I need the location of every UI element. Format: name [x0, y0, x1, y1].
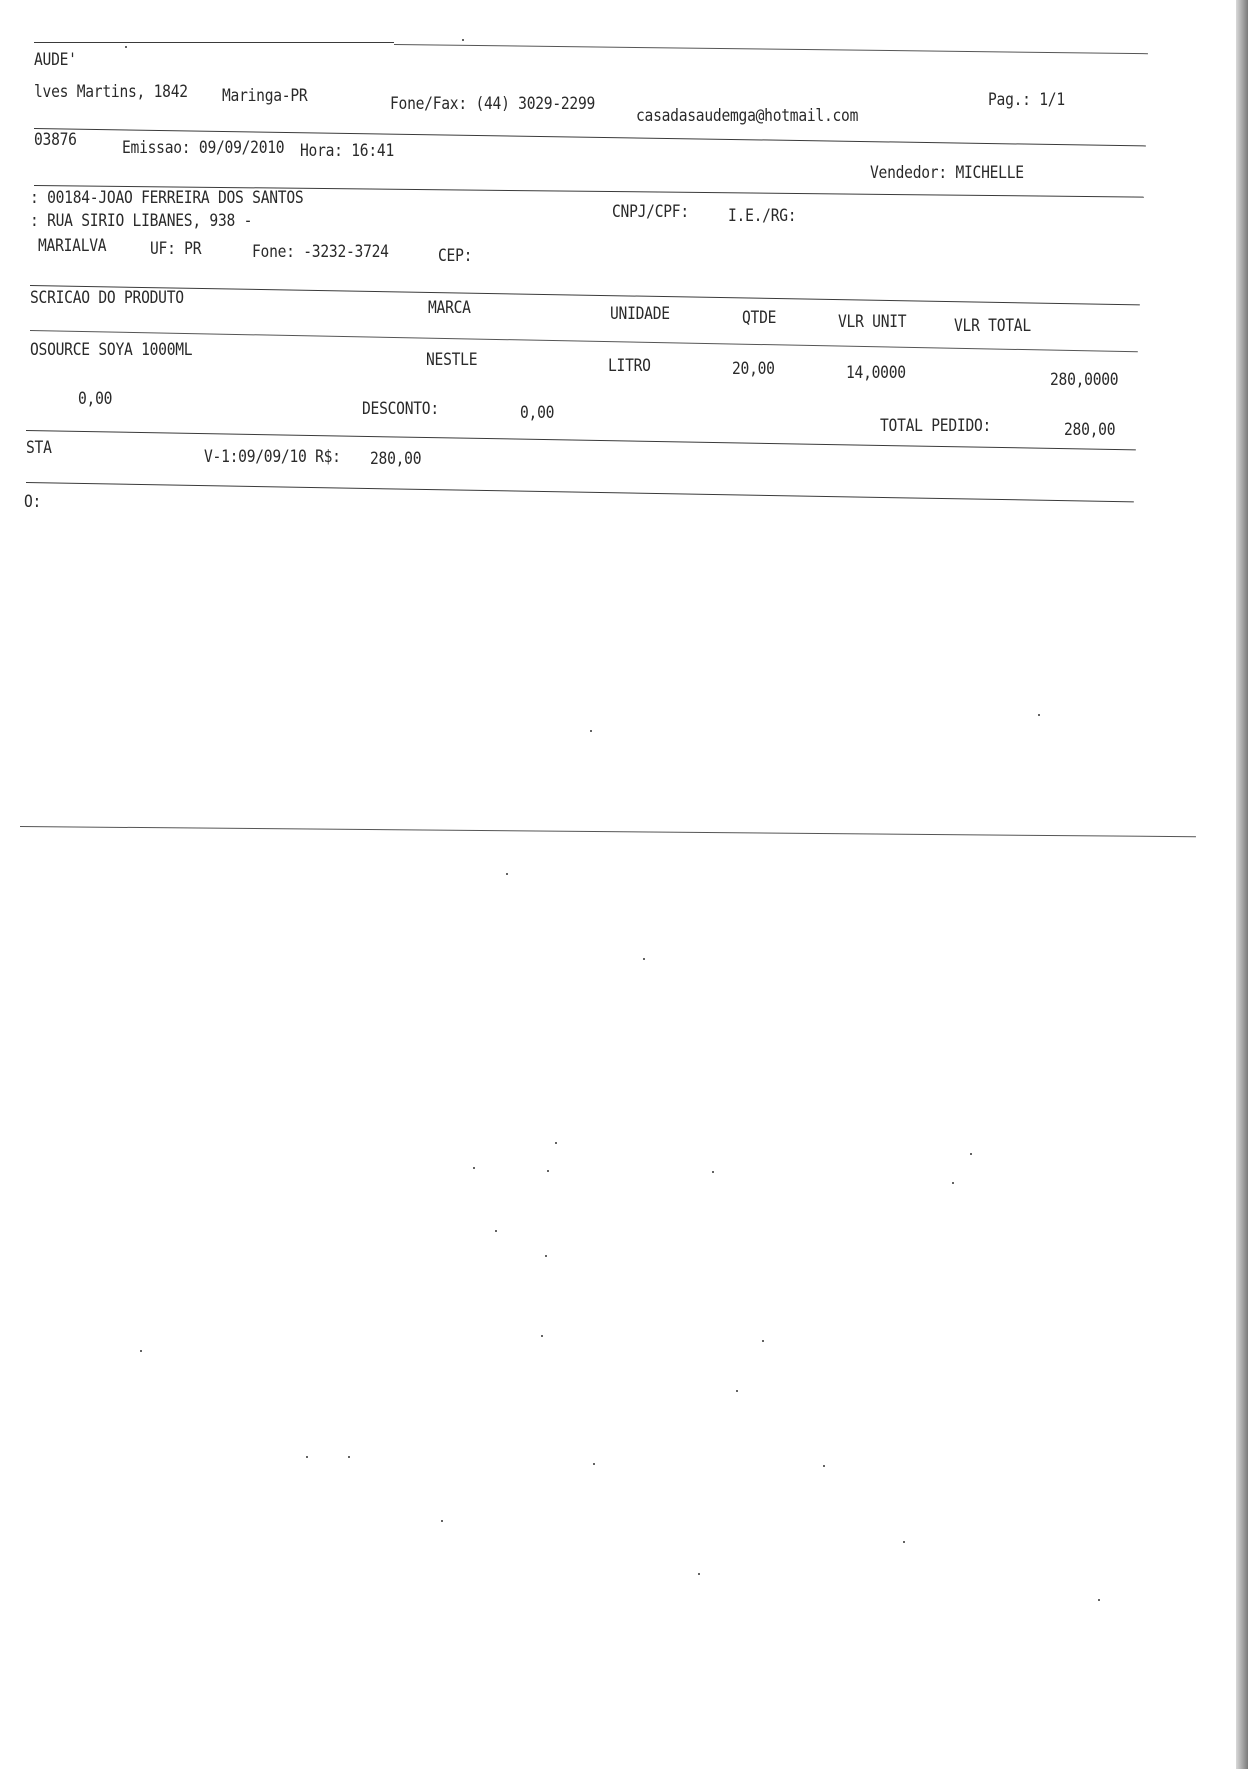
- customer-street: : RUA SIRIO LIBANES, 938 -: [30, 211, 253, 231]
- observation-label: O:: [24, 492, 42, 512]
- payment-label: STA: [26, 438, 52, 458]
- tear-line: [20, 826, 1196, 837]
- row-description: OSOURCE SOYA 1000ML: [30, 340, 193, 360]
- discount-value: 0,00: [520, 403, 555, 423]
- customer-state: UF: PR: [150, 239, 202, 259]
- customer-name: : 00184-JOAO FERREIRA DOS SANTOS: [30, 188, 304, 208]
- row-brand: NESTLE: [426, 350, 478, 370]
- col-header-unit-price: VLR UNIT: [838, 312, 907, 332]
- top-rule-right: [394, 44, 1148, 54]
- row-total: 280,0000: [1050, 370, 1119, 390]
- customer-cep: CEP:: [438, 246, 473, 266]
- col-header-brand: MARCA: [428, 298, 471, 318]
- issue-time: Hora: 16:41: [300, 141, 394, 161]
- company-city: Maringa-PR: [222, 86, 308, 106]
- payment-amount: 280,00: [370, 449, 422, 469]
- seller-name: Vendedor: MICHELLE: [870, 163, 1024, 183]
- row-unit: LITRO: [608, 356, 651, 376]
- customer-city: MARIALVA: [38, 236, 107, 256]
- company-address: lves Martins, 1842: [34, 82, 188, 102]
- top-rule: [34, 42, 394, 43]
- company-name: AUDE': [34, 50, 77, 70]
- col-header-total: VLR TOTAL: [954, 316, 1031, 336]
- order-number: 03876: [34, 130, 77, 150]
- discount-label: DESCONTO:: [362, 399, 439, 419]
- customer-divider: [30, 285, 1140, 305]
- issue-date: Emissao: 09/09/2010: [122, 138, 285, 158]
- payment-installment: V-1:09/09/10 R$:: [204, 447, 341, 467]
- customer-phone: Fone: -3232-3724: [252, 242, 389, 262]
- scan-edge: [1236, 0, 1248, 1769]
- row-qty: 20,00: [732, 359, 775, 379]
- customer-cnpj-label: CNPJ/CPF:: [612, 202, 689, 222]
- page-number: Pag.: 1/1: [988, 90, 1065, 110]
- payment-divider: [26, 482, 1134, 502]
- order-total-value: 280,00: [1064, 420, 1116, 440]
- col-header-description: SCRICAO DO PRODUTO: [30, 288, 184, 308]
- order-total-label: TOTAL PEDIDO:: [880, 416, 992, 436]
- row-unit-price: 14,0000: [846, 363, 906, 383]
- subtotal-left-value: 0,00: [78, 389, 113, 409]
- col-header-unit: UNIDADE: [610, 304, 670, 324]
- col-header-qty: QTDE: [742, 308, 777, 328]
- company-email: casadasaudemga@hotmail.com: [636, 106, 859, 126]
- customer-ie-rg-label: I.E./RG:: [728, 206, 797, 226]
- company-phone-fax: Fone/Fax: (44) 3029-2299: [390, 94, 596, 114]
